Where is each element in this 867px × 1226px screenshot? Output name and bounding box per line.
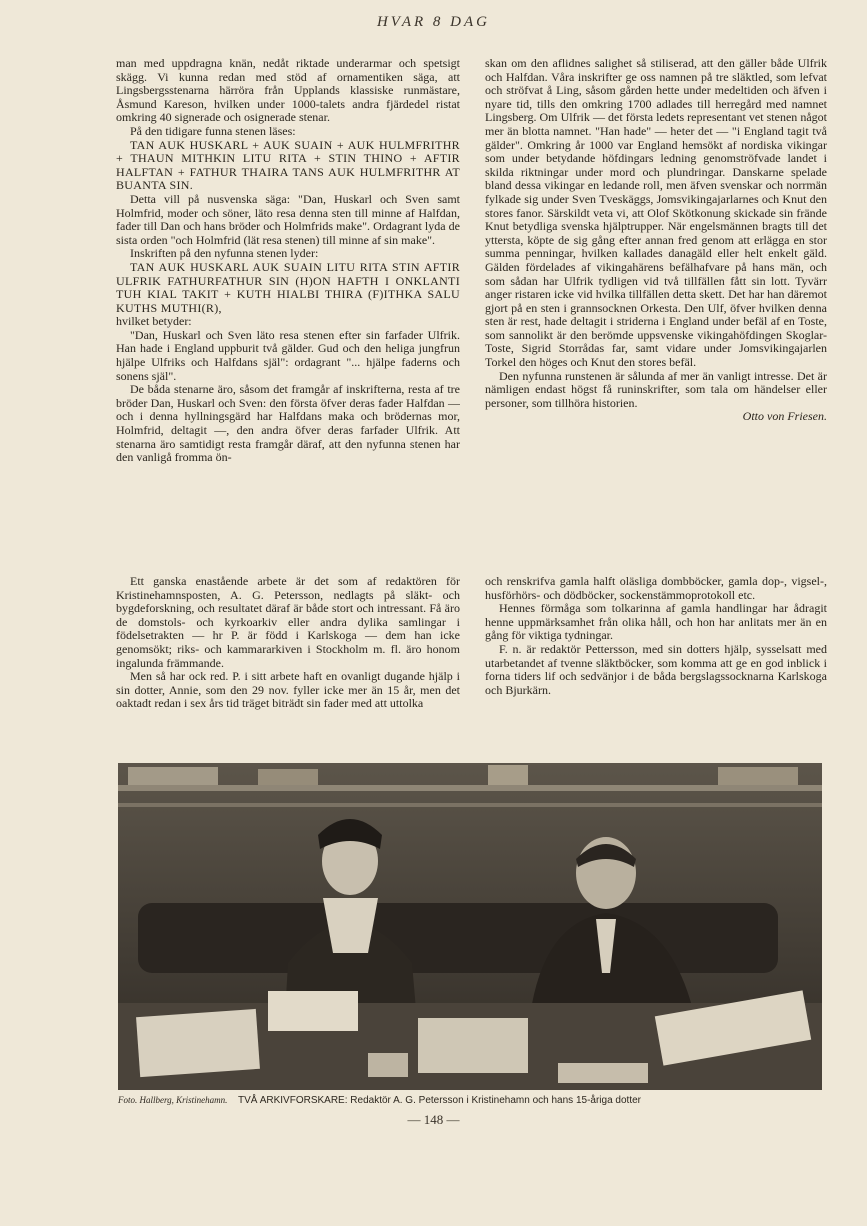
author-signature: Otto von Friesen. xyxy=(742,409,827,424)
article1-right-column xyxy=(485,57,827,559)
runic-inscription: TAN AUK HUSKARL + AUK SUAIN + AUK HULMFRITHR + THAUN MITHKIN LITU RITA + STIN THINO + AFTIR HALFTAN + FATHUR THAIRA TANS AUK HULMFRITHR AT BUANTA SIN. xyxy=(116,137,460,193)
paragraph: hvilket betyder: xyxy=(116,314,192,329)
paragraph: Detta vill på nusvenska säga: "Dan, Huskarl och Sven samt Holmfrid, moder och söner, läto resa denna sten till minne af Halfdan, fader till Dan och hans bröder och Holmfrids make". Ordagrant lyda de sista orden "och Holmfrid (lät resa stenen) till minne af sin make". xyxy=(116,191,460,247)
paragraph: Men så har ock red. P. i sitt arbete haft en ovanligt dugande hjälp i sin dotter, Annie, som den 29 nov. fyller icke mer än 15 år, men det oaktadt redan i sex års tid träget biträdt sin fader med att uttolka xyxy=(116,669,460,711)
caption-text: TVÅ ARKIVFORSKARE: Redaktör A. G. Petersson i Kristinehamn och hans 15-åriga dotter xyxy=(238,1095,641,1106)
runic-inscription: TAN AUK HUSKARL AUK SUAIN LITU RITA STIN AFTIR ULFRIK FATHURFATHUR SIN (H)ON HAFTH I ONKLANTI TUH KIAL TAKIT + KUTH HIALBI THIRA (F)ITHKA SALU KUTHS MUTHI(R), xyxy=(116,259,460,315)
photo-caption xyxy=(118,1095,822,1106)
paragraph: De båda stenarne äro, såsom det framgår af inskrifterna, resta af tre bröder Dan, Huskarl och Sven: den första öfver deras fader Halfdan — och i denna hyllningsgärd har Halfdans maka och brödernas mor, Holmfrid, deltagit —, den andra öfver deras farfader Ulfrik. Att stenarna äro samtidigt resta framgår däraf, att den nyfunna stenen har den vanligå fromma ön- xyxy=(116,382,460,465)
paragraph: På den tidigare funna stenen läses: xyxy=(130,123,296,138)
running-header: HVAR 8 DAG xyxy=(376,14,491,30)
paragraph: Ett ganska enastående arbete är det som af redaktören för Kristinehamnsposten, A. G. Petersson, nedlagts på släkt- och bygdeforskning, och resultatet däraf är både stort och intressant. Få äro de domstols- och kyrkoarkiv eller andra dylika samlingar i födelsetrakten — hr P. är född i Karlskoga — dem han icke genomsökt; riks- och kammararkiven i Stockholm m. fl. äro honom ingalunda främmande. xyxy=(116,575,460,670)
paragraph: man med uppdragna knän, nedåt riktade underarmar och spetsigt skägg. Vi kunna redan med stöd af ornamentiken säga, att Lingsbergsstenarna härröra från Upplands klassiske runmästare, Åsmund Kareson, hvilken under 1000-talets andra fjärdedel ristat omkring 40 signerade och osignerade stenar. xyxy=(116,57,460,125)
archive-researchers-photo xyxy=(118,763,822,1090)
paragraph: skan om den aflidnes salighet så stiliserad, att den gäller både Ulfrik och Halfdan. Våra inskrifter ge oss namnen på tre släktled, som lefvat och ströfvat å Ling, såsom gården hette under medeltiden och äfven i nyare tid, tills den omkring 1700 adlades till herregård med namnet Lingsberg. Om Ulfrik — det första ledets representant vet stenen något mer än blotta namnet. "Han hade" — heter det — "i England tagit två gälder". Omkring år 1000 var England hemsökt af nordiska vikingar som under betydande höfdingars ledning genomströfvade landet i skilda riktningar under mord och plundringar. Danskarne spelade bland dessa vikingar en ledande roll, men äfven svenskar och norrmän fylkade sig under Sven Tveskäggs, Jomsvikingajarlarnes och Knut den stores fanor. Särskildt veta vi, att Olof Skötkonung skickade sin frände Knut betydliga svenska hjälptrupper. När engelsmännen bragts till det yttersta, köpte de sig gång efter annan fred genom att erlägga en stor summa penningar, hvilken kallades danagäld eller helt enkelt gäld. Gälden fördelades af vikingahärens befälhafvare på hans män, och som sådan har Ulfrik tydligen vid två tillfällen fått sin lott. Tyvärr anger ristaren icke vid hvilka tillfällen detta skett. Det har han däremot gjort på en sten i grannsocknen Orkesta. Den Ulf, öfver hvilken denna sten är rest, hade deltagit i striderna i England under befäl af en Toste, som sannolikt är den berömde uppsvenske vikingahöfdingen Skoglar-Toste, Sigrid Storrådas far, samt vidare under Jomsvikingajarlen Torkel den höges och Knut den stores befäl. xyxy=(485,57,827,370)
paragraph: Inskriften på den nyfunna stenen lyder: xyxy=(130,246,319,261)
article1-left-column xyxy=(116,57,460,559)
photo-credit: Foto. Hallberg, Kristinehamn. xyxy=(118,1095,228,1105)
paragraph: Hennes förmåga som tolkarinna af gamla handlingar har ådragit henne uppmärksamhet från olika håll, och hon har anlitats mer än en gång för viktiga tydningar. xyxy=(485,601,827,643)
article2-right-column xyxy=(485,575,827,753)
photo-illustration xyxy=(118,763,822,1090)
page-number: — 148 — xyxy=(407,1112,460,1127)
paragraph: "Dan, Huskarl och Sven läto resa stenen efter sin farfader Ulfrik. Han hade i England uppburit två gälder. Gud och den heliga jungfrun hjälpe Ulfriks och Halfdans själ": ordagrant "... hjälpe faderns och sonens själ". xyxy=(116,327,460,383)
article2-left-column xyxy=(116,575,460,753)
paragraph: och renskrifva gamla halft oläsliga dombböcker, gamla dop-, vigsel-, husförhörs- och dödböcker, sockenstämmoprotokoll etc. xyxy=(485,575,827,602)
paragraph: Den nyfunna runstenen är sålunda af mer än vanligt intresse. Det är nämligen endast högst få runinskrifter, som tala om händelser eller personer, som tillhöra historien. xyxy=(485,368,827,410)
paragraph: F. n. är redaktör Pettersson, med sin dotters hjälp, sysselsatt med utarbetandet af tvenne släktböcker, som komma att ge en god inblick i forna tiders lif och sedvänjor i de båda bergslagssocknarna Karlskoga och Bjurkärn. xyxy=(485,641,827,697)
